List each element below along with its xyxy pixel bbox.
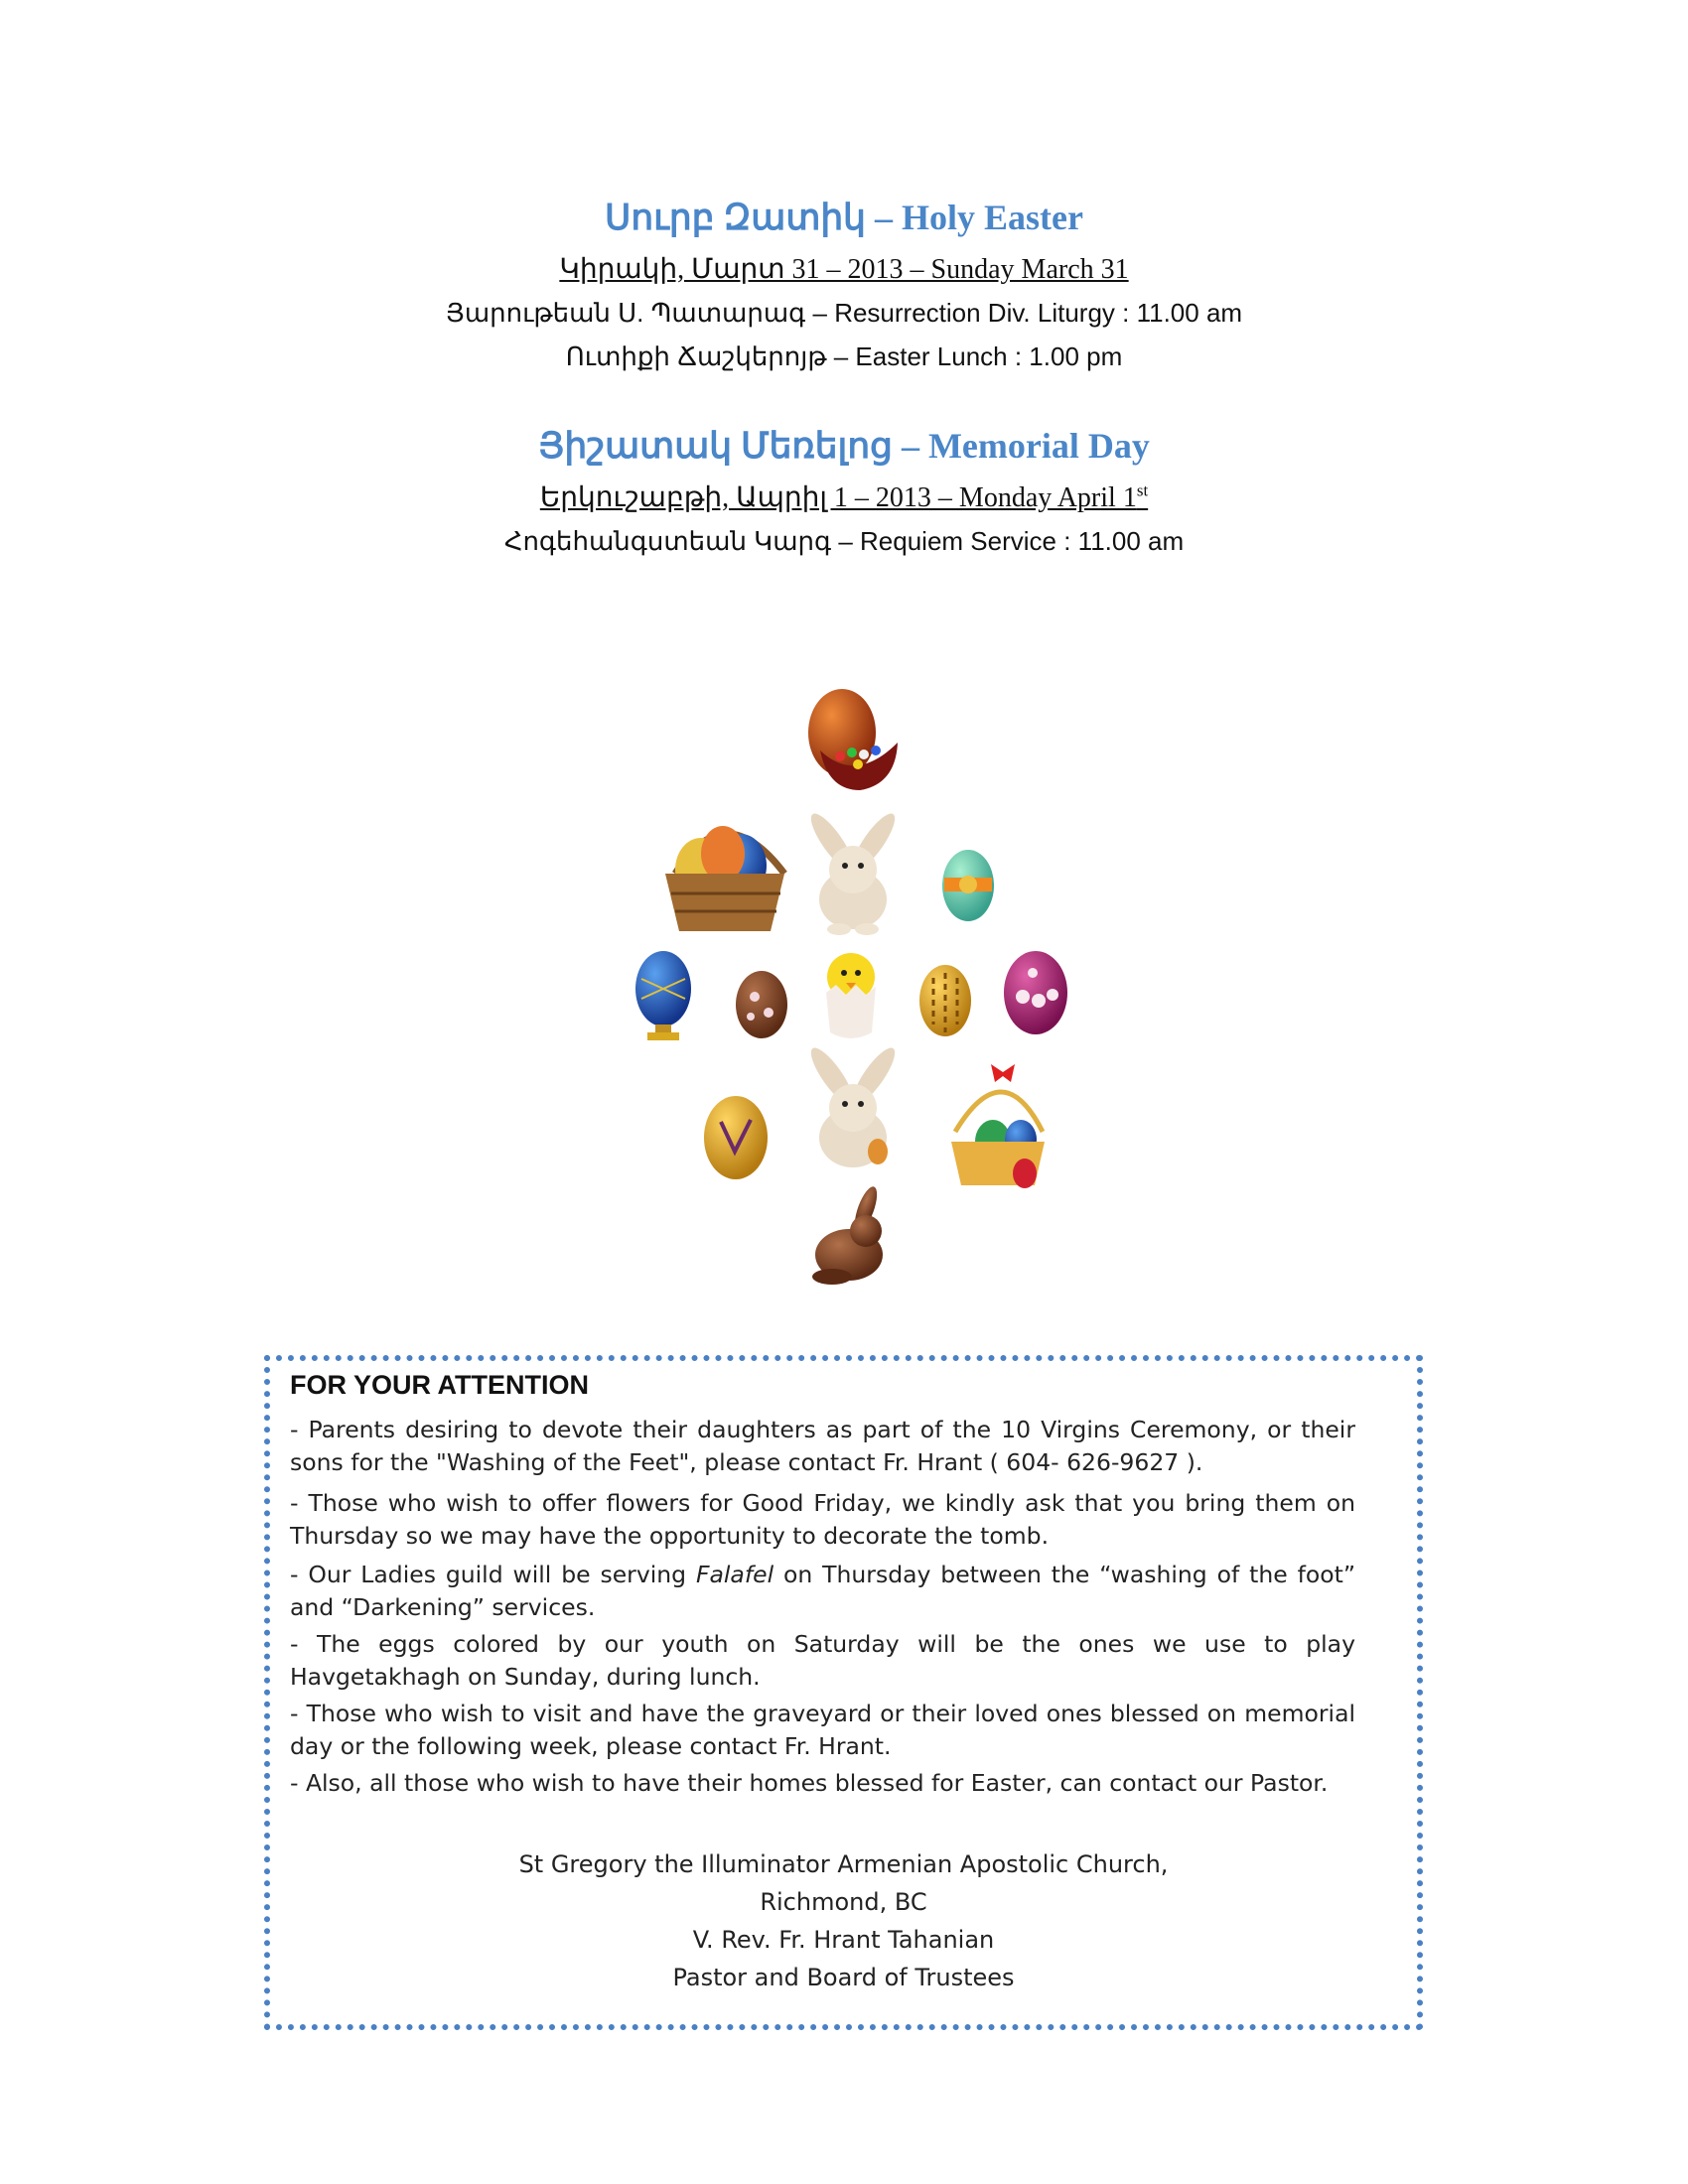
open-egg-icon (808, 689, 898, 790)
memorial-date: Երկուշաբթի, Ապրիլ 1 – 2013 – Monday April 1st (539, 480, 1149, 513)
bunny-icon (804, 808, 901, 935)
attention-item-flowers: - Those who wish to offer flowers for Good Friday, we kindly ask that you bring them on Thursday so we may have the opportunity to decorate the tomb. (290, 1489, 1355, 1550)
flower-egg-icon (736, 971, 787, 1038)
signature-pastor: V. Rev. Fr. Hrant Tahanian (692, 1926, 995, 1954)
pink-lace-egg-icon (1004, 951, 1067, 1034)
attention-item-home-blessing: - Also, all those who wish to have their homes blessed for Easter, can contact our Pastor. (290, 1769, 1329, 1797)
attention-heading: FOR YOUR ATTENTION (290, 1370, 589, 1400)
attention-item-eggs: - The eggs colored by our youth on Saturday will be the ones we use to play Havgetakhagh on Sunday, during lunch. (290, 1630, 1355, 1691)
decorated-egg-icon (942, 850, 994, 921)
easter-date: Կիրակի, Մարտ 31 – 2013 – Sunday March 31 (559, 254, 1129, 285)
bunny-with-egg-icon (804, 1042, 901, 1167)
gold-sequin-egg-icon (919, 965, 971, 1036)
easter-title: Սուրբ Զատիկ – Holy Easter (605, 198, 1083, 237)
gift-basket-icon (951, 1064, 1045, 1188)
faberge-egg-icon (635, 951, 691, 1040)
easter-service-liturgy: Յարութեան Ս. Պատարագ – Resurrection Div. Liturgy : 11.00 am (445, 298, 1243, 328)
attention-item-graveyard: - Those who wish to visit and have the graveyard or their loved ones blessed on memorial day or the following week, please contact Fr. Hrant. (290, 1700, 1355, 1760)
easter-service-lunch: Ուտիքի Ճաշկերոյթ – Easter Lunch : 1.00 pm (565, 341, 1123, 371)
chocolate-bunny-icon (812, 1184, 883, 1285)
gold-egg-icon (704, 1096, 768, 1179)
signature-location: Richmond, BC (760, 1888, 927, 1916)
memorial-title: Յիշատակ Մեռելոց – Memorial Day (538, 426, 1150, 466)
signature-church: St Gregory the Illuminator Armenian Apostolic Church, (518, 1850, 1169, 1878)
attention-item-falafel: - Our Ladies guild will be serving Falafel on Thursday between the “washing of the foot” and “Darkening” services. (290, 1561, 1356, 1621)
signature-trustees: Pastor and Board of Trustees (672, 1964, 1015, 1991)
attention-item-virgins: - Parents desiring to devote their daughters as part of the 10 Virgins Ceremony, or their sons for the "Washing of the Feet", please contact Fr. Hrant ( 604- 626-9627 ). (290, 1416, 1355, 1476)
chick-in-egg-icon (826, 953, 876, 1038)
egg-basket-icon (665, 826, 784, 931)
memorial-service-requiem: Հոգեհանգստեան Կարգ – Requiem Service : 11.00 am (503, 526, 1185, 556)
